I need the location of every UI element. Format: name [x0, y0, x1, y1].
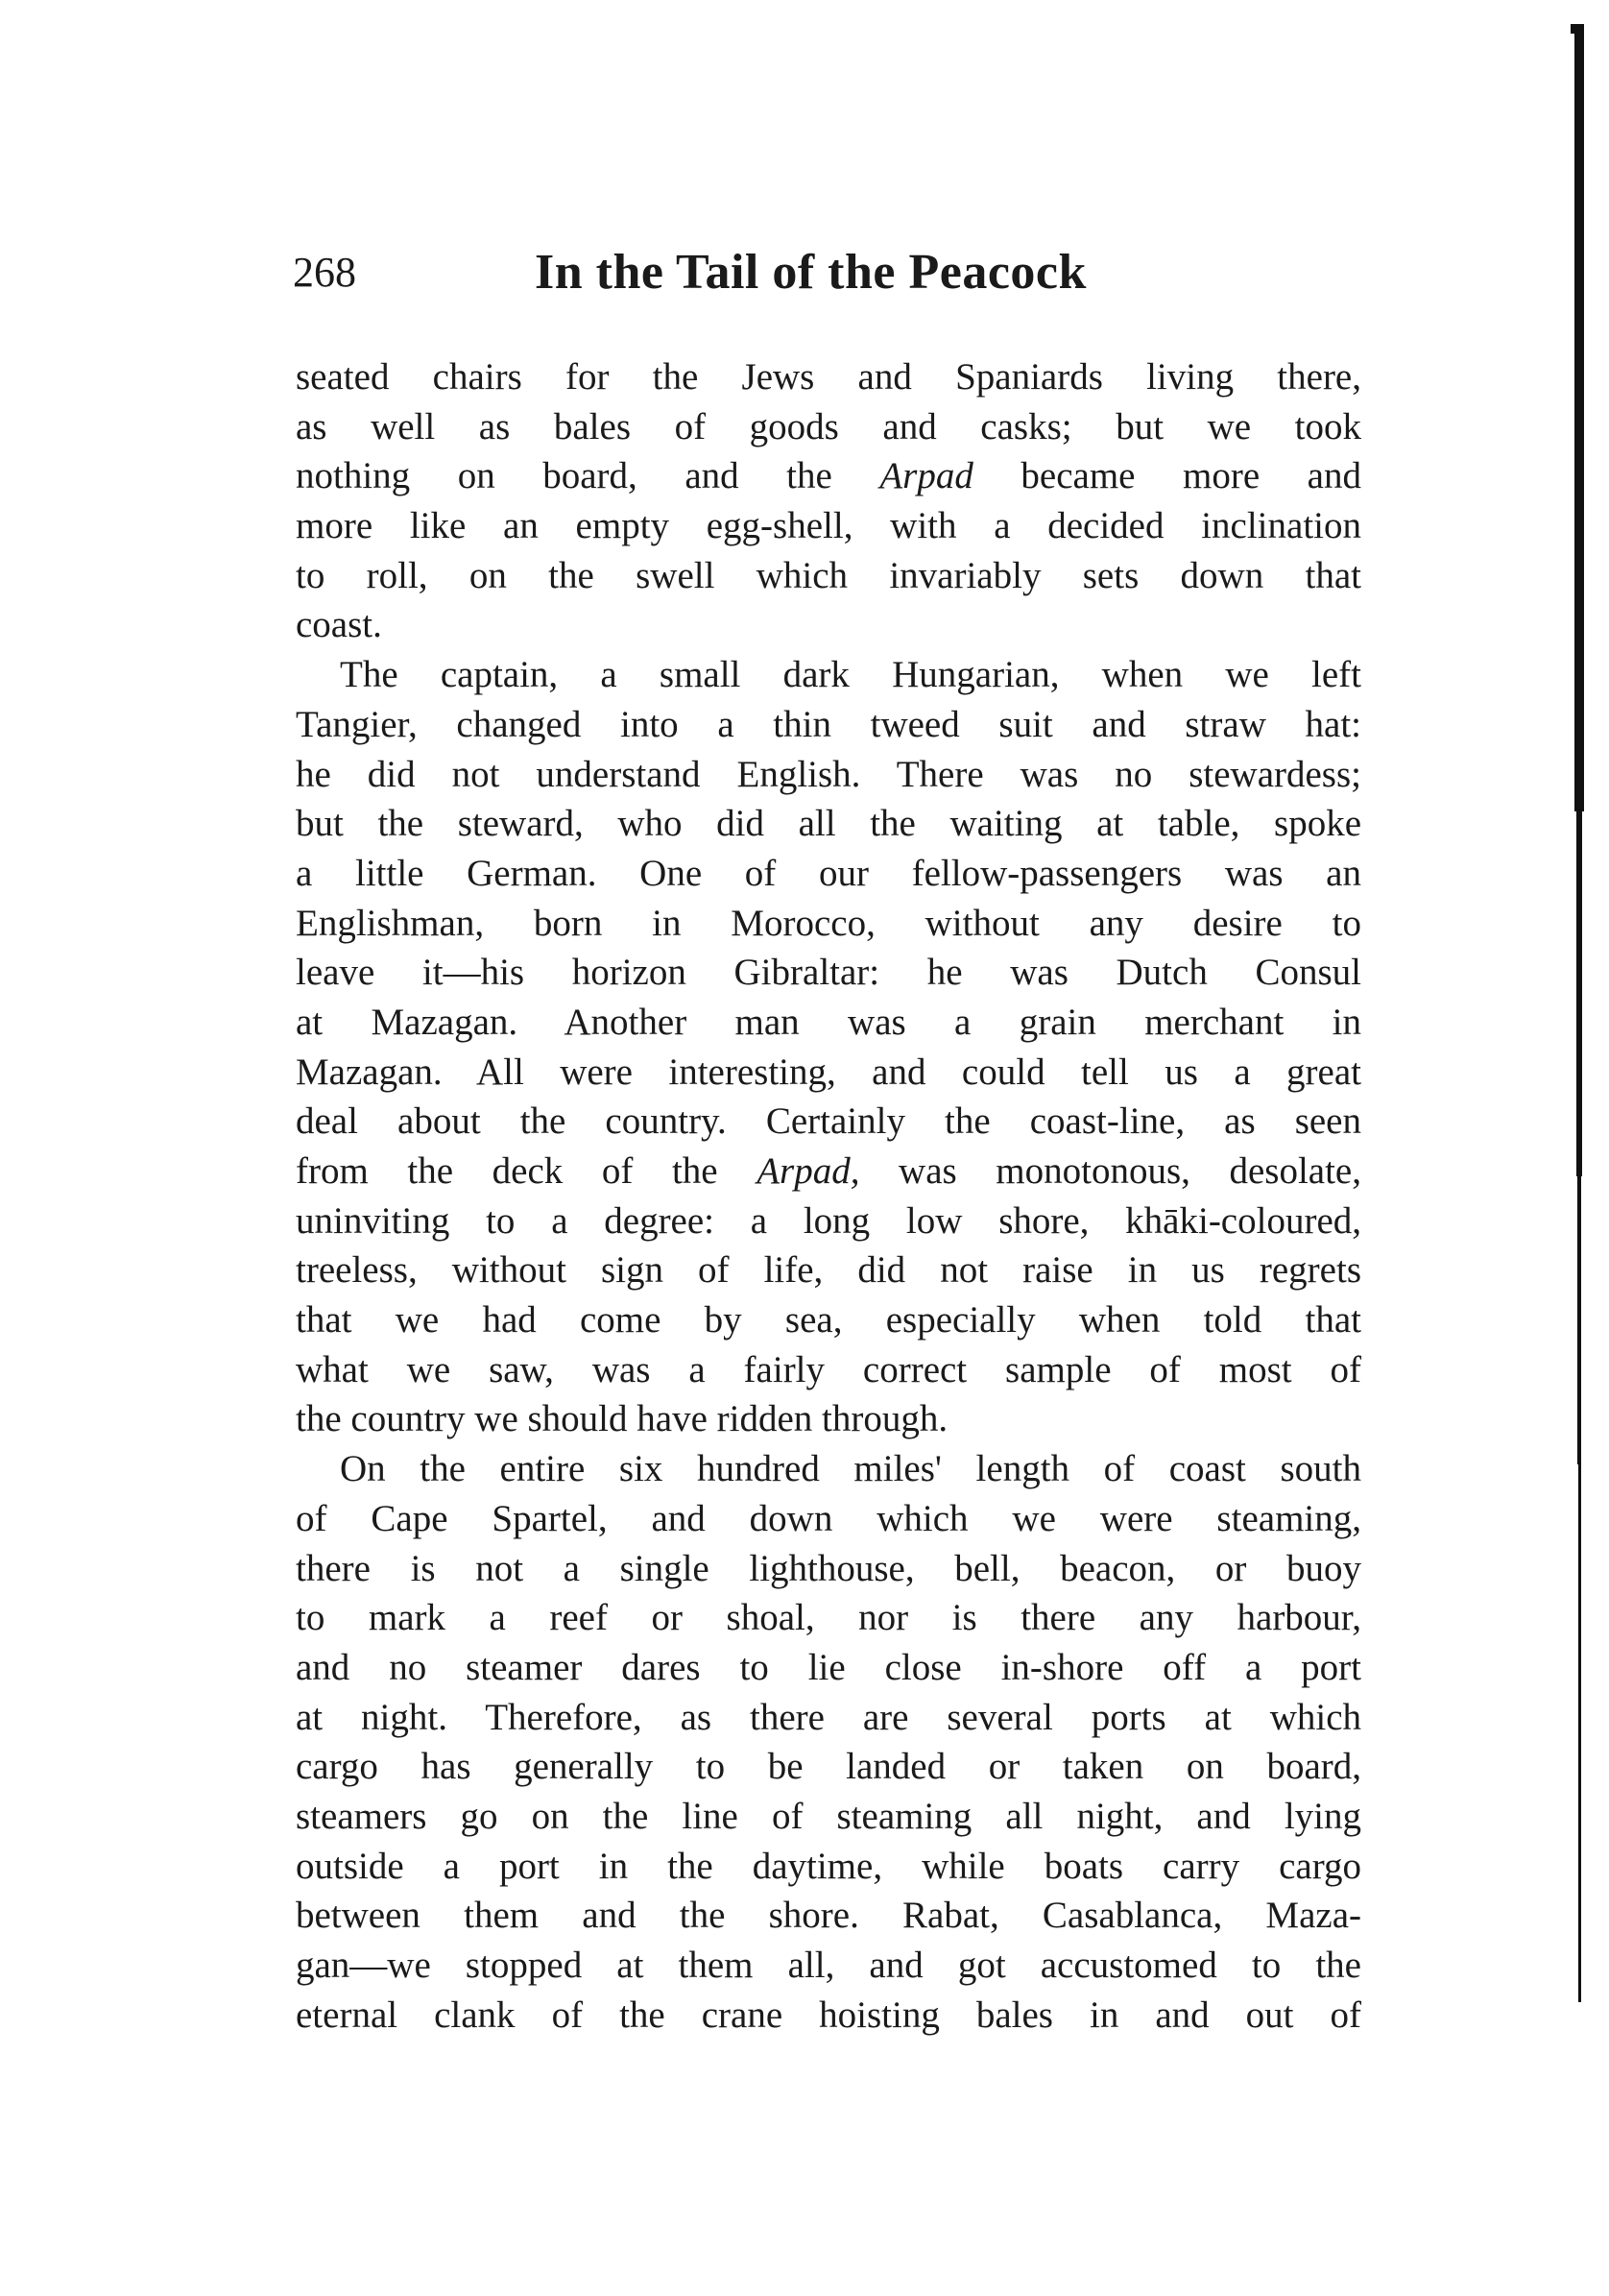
text-segment: Englishman, born in Morocco, without any desire to	[296, 902, 1361, 944]
text-segment: to mark a reef or shoal, nor is there any harbour,	[296, 1597, 1361, 1639]
text-segment: a little German. One of our fellow-passengers was an	[296, 852, 1361, 894]
text-segment: as well as bales of goods and casks; but we took	[296, 405, 1361, 447]
text-segment: from the deck of the	[296, 1150, 757, 1192]
text-line	[296, 352, 1361, 402]
text-segment: was monotonous, desolate,	[859, 1150, 1361, 1192]
text-segment: uninviting to a degree: a long low shore, khāki-coloured,	[296, 1199, 1361, 1242]
text-segment: the country we should have ridden through.	[296, 1398, 949, 1440]
text-line	[296, 650, 1361, 700]
text-line	[296, 1941, 1361, 1991]
text-line	[296, 750, 1361, 800]
text-line	[296, 1097, 1361, 1147]
text-segment: gan—we stopped at them all, and got accustomed to the	[296, 1945, 1361, 1986]
text-line	[296, 799, 1361, 849]
text-segment: On the entire six hundred miles' length of coast south	[340, 1448, 1361, 1490]
page-number: 268	[293, 249, 356, 296]
body-text	[296, 352, 1361, 2040]
text-segment: Mazagan. All were interesting, and could tell us a great	[296, 1051, 1361, 1093]
text-segment: he did not understand English. There was no stewardess;	[296, 753, 1361, 795]
text-segment: of Cape Spartel, and down which we were steaming,	[296, 1497, 1361, 1539]
text-line	[296, 1444, 1361, 1494]
text-line	[296, 1991, 1361, 2041]
text-segment: but the steward, who did all the waiting at table, spoke	[296, 803, 1361, 845]
italic-ship-name: Arpad	[879, 455, 973, 497]
text-line	[296, 998, 1361, 1048]
text-line	[296, 551, 1361, 601]
running-title: In the Tail of the Peacock	[535, 245, 1087, 300]
text-segment: more like an empty egg-shell, with a decided inclination	[296, 505, 1361, 547]
text-segment: steamers go on the line of steaming all night, and lying	[296, 1795, 1361, 1837]
text-segment: treeless, without sign of life, did not raise in us regrets	[296, 1249, 1361, 1292]
text-segment: and no steamer dares to lie close in-shore off a port	[296, 1646, 1361, 1688]
text-line	[296, 899, 1361, 949]
text-line	[296, 1593, 1361, 1643]
text-line	[296, 1245, 1361, 1295]
text-line	[296, 1494, 1361, 1544]
page-binding-shadow	[1571, 24, 1584, 2041]
text-line	[296, 1544, 1361, 1594]
text-line	[296, 1842, 1361, 1892]
text-line	[296, 1643, 1361, 1693]
text-segment: The captain, a small dark Hungarian, when we left	[340, 654, 1361, 696]
text-line	[296, 948, 1361, 998]
text-segment: there is not a single lighthouse, bell, beacon, or buoy	[296, 1547, 1361, 1589]
italic-ship-name: Arpad,	[756, 1150, 860, 1192]
text-line	[296, 501, 1361, 551]
text-line	[296, 402, 1361, 452]
text-segment: outside a port in the daytime, while boats carry cargo	[296, 1845, 1361, 1887]
text-line	[296, 451, 1361, 501]
text-line	[296, 1792, 1361, 1842]
text-segment: leave it—his horizon Gibraltar: he was Dutch Consul	[296, 952, 1361, 994]
text-segment: that we had come by sea, especially when told that	[296, 1299, 1361, 1341]
text-segment: at Mazagan. Another man was a grain merchant in	[296, 1001, 1361, 1043]
text-line	[296, 1295, 1361, 1345]
text-line	[296, 1742, 1361, 1792]
page-header	[293, 245, 1363, 315]
text-segment: became more and	[973, 455, 1361, 497]
text-segment: deal about the country. Certainly the coast-line, as seen	[296, 1100, 1361, 1143]
text-segment: nothing on board, and the	[296, 455, 880, 497]
text-segment: cargo has generally to be landed or taken on board,	[296, 1746, 1361, 1788]
text-line	[296, 1891, 1361, 1941]
text-segment: what we saw, was a fairly correct sample of most of	[296, 1348, 1361, 1390]
text-segment: to roll, on the swell which invariably sets down that	[296, 554, 1361, 596]
text-segment: eternal clank of the crane hoisting bales in and out of	[296, 1994, 1361, 2036]
text-line	[296, 1048, 1361, 1098]
text-segment: at night. Therefore, as there are several ports at which	[296, 1696, 1361, 1738]
text-segment: between them and the shore. Rabat, Casablanca, Maza-	[296, 1895, 1361, 1937]
text-line	[296, 1693, 1361, 1743]
text-line	[296, 700, 1361, 750]
text-segment: Tangier, changed into a thin tweed suit and straw hat:	[296, 703, 1361, 745]
text-segment: seated chairs for the Jews and Spaniards living there,	[296, 356, 1361, 398]
text-line	[296, 600, 1361, 650]
text-line	[296, 1345, 1361, 1395]
text-line	[296, 1196, 1361, 1246]
text-line	[296, 1394, 1361, 1444]
text-segment: coast.	[296, 604, 382, 646]
text-line	[296, 1147, 1361, 1196]
text-line	[296, 849, 1361, 899]
